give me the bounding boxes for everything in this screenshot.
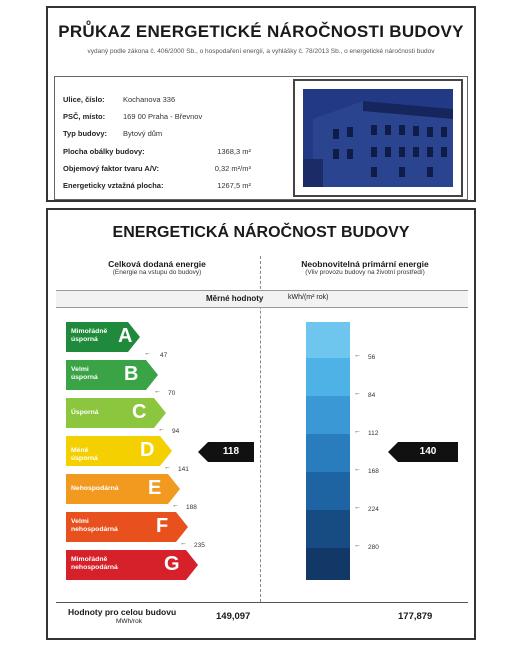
primary-limit-2-arrow: ←	[354, 390, 361, 397]
shape-factor-value: 0,32 m²/m³	[214, 164, 251, 173]
delivered-energy-title: Celková dodaná energie	[108, 259, 206, 269]
total-delivered-energy: 149,097	[216, 611, 251, 622]
limit-fg-arrow: ←	[180, 540, 187, 547]
envelope-area-label: Plocha obálky budovy:	[63, 147, 145, 156]
primary-energy-header	[262, 256, 468, 286]
specific-values-unit: kWh/(m² rok)	[288, 294, 329, 301]
specific-values-label: Měrné hodnoty	[206, 294, 264, 303]
class-a-letter: A	[118, 325, 133, 347]
primary-band-1	[306, 322, 350, 358]
class-b-letter: B	[124, 363, 139, 385]
street-value: Kochanova 336	[123, 95, 176, 104]
limit-fg-value: 235	[194, 542, 205, 549]
primary-limit-4-value: 168	[368, 468, 379, 475]
primary-energy-subtitle: (Vliv provozu budovy na životní prostředí)	[305, 269, 425, 276]
primary-limit-2-value: 84	[368, 392, 376, 399]
limit-bc-arrow: ←	[154, 388, 161, 395]
limit-ef-value: 188	[186, 504, 197, 511]
totals-row	[56, 602, 468, 637]
limit-de-arrow: ←	[164, 464, 171, 471]
class-e-letter: E	[148, 477, 162, 499]
street-label: Ulice, číslo:	[63, 95, 105, 104]
primary-band-2	[306, 358, 350, 396]
primary-limit-3-value: 112	[368, 430, 379, 437]
limit-de-value: 141	[178, 466, 189, 473]
primary-limit-5-value: 224	[368, 506, 379, 513]
primary-limit-6-value: 280	[368, 544, 379, 551]
certificate-subtitle: vydaný podle zákona č. 406/2000 Sb., o hospodaření energií, a vyhlášky č. 78/2013 Sb., o energetické náročnosti budov	[87, 48, 435, 55]
energy-performance-box	[46, 208, 476, 640]
limit-ab-arrow: ←	[144, 350, 151, 357]
totals-unit: MWh/rok	[116, 618, 142, 625]
class-b-description: Velmi úsporná	[71, 366, 98, 381]
primary-limit-1-value: 56	[368, 354, 376, 361]
building-type-value: Bytový dům	[123, 129, 163, 138]
envelope-area-value: 1368,3 m²	[217, 147, 251, 156]
class-d-description: Méně úsporná	[71, 447, 98, 462]
class-a-description: Mimořádně úsporná	[71, 328, 108, 343]
delivered-energy-marker: 118	[208, 442, 254, 462]
psc-value: 169 00 Praha - Břevnov	[123, 112, 203, 121]
class-c-letter: C	[132, 401, 147, 423]
reference-area-value: 1267,5 m²	[217, 181, 251, 190]
class-f-letter: F	[156, 515, 169, 537]
primary-limit-3-arrow: ←	[354, 428, 361, 435]
class-f-description: Velmi nehospodárná	[71, 518, 118, 533]
class-g-description: Mimořádně nehospodárná	[71, 556, 118, 571]
psc-label: PSČ, místo:	[63, 112, 106, 121]
total-primary-energy: 177,879	[398, 611, 433, 622]
primary-energy-title: Neobnovitelná primární energie	[301, 259, 429, 269]
primary-band-7	[306, 548, 350, 580]
class-d-letter: D	[140, 439, 155, 461]
delivered-energy-header	[56, 256, 258, 286]
limit-ab-value: 47	[160, 352, 168, 359]
limit-ef-arrow: ←	[172, 502, 179, 509]
primary-limit-6-arrow: ←	[354, 542, 361, 549]
primary-band-5	[306, 472, 350, 510]
energy-title: ENERGETICKÁ NÁROČNOST BUDOVY	[112, 224, 410, 241]
totals-label: Hodnoty pro celou budovu	[68, 607, 177, 617]
class-g-letter: G	[164, 553, 180, 575]
class-e-description: Nehospodárná	[71, 485, 119, 492]
primary-limit-1-arrow: ←	[354, 352, 361, 359]
class-c-description: Úsporná	[71, 409, 99, 416]
primary-band-4	[306, 434, 350, 472]
primary-limit-5-arrow: ←	[354, 504, 361, 511]
primary-band-3	[306, 396, 350, 434]
building-info-box	[54, 76, 468, 200]
specific-values-row	[56, 290, 468, 308]
building-photo-frame	[293, 79, 463, 197]
limit-cd-value: 94	[172, 428, 180, 435]
primary-band-6	[306, 510, 350, 548]
limit-bc-value: 70	[168, 390, 176, 397]
shape-factor-label: Objemový faktor tvaru A/V:	[63, 164, 159, 173]
primary-energy-marker: 140	[398, 442, 458, 462]
certificate-title: PRŮKAZ ENERGETICKÉ NÁROČNOSTI BUDOVY	[58, 22, 464, 41]
delivered-energy-subtitle: (Energie na vstupu do budovy)	[112, 269, 202, 276]
building-type-label: Typ budovy:	[63, 129, 108, 138]
limit-cd-arrow: ←	[158, 426, 165, 433]
reference-area-label: Energeticky vztažná plocha:	[63, 181, 164, 190]
building-photo	[303, 89, 453, 187]
certificate-header-box	[46, 6, 476, 202]
primary-limit-4-arrow: ←	[354, 466, 361, 473]
